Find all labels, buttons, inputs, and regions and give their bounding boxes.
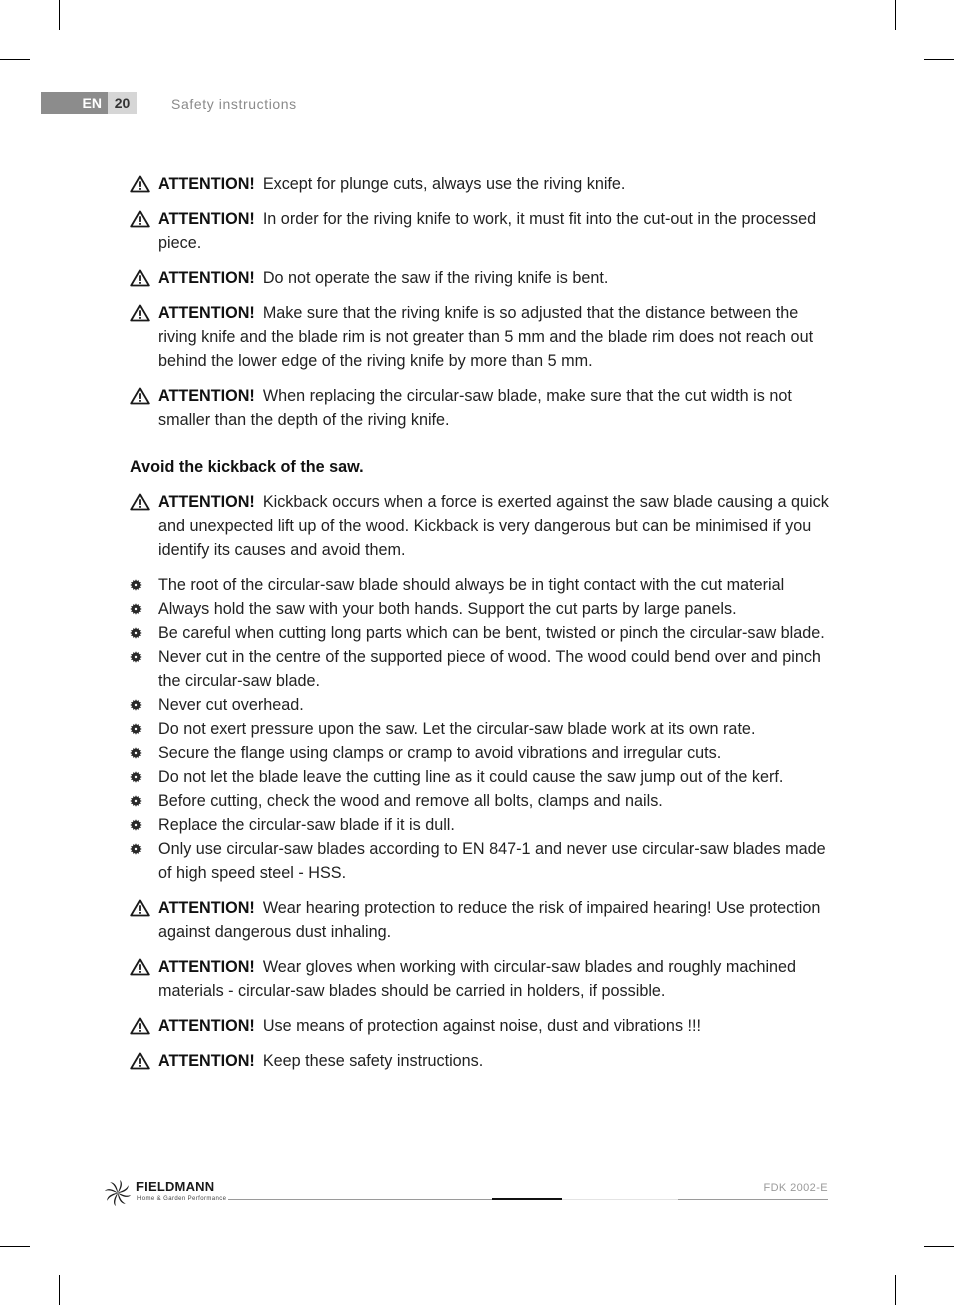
attention-item <box>130 266 830 290</box>
sawblade-bullet-icon <box>130 843 142 855</box>
attention-text: Except for plunge cuts, always use the riving knife. <box>262 175 626 193</box>
list-item-text: Secure the flange using clamps or cramp to avoid vibrations and irregular cuts. <box>158 744 722 762</box>
attention-label: ATTENTION! <box>158 210 255 228</box>
warning-triangle-icon <box>130 304 150 322</box>
attention-item <box>130 1049 830 1073</box>
attention-item <box>130 384 830 432</box>
attention-text: Kickback occurs when a force is exerted against the saw blade causing a quick and unexpected lift up of the wood. Kickback is very dangerous but can be minimised if you identify its causes and avoid them. <box>158 493 829 559</box>
list-item-text: Always hold the saw with your both hands. Support the cut parts by large panels. <box>158 600 737 618</box>
attention-label: ATTENTION! <box>158 1017 255 1035</box>
attention-text: Wear gloves when working with circular-saw blades and roughly machined materials - circular-saw blades should be carried in holders, if possible. <box>158 958 797 1000</box>
warning-triangle-icon <box>130 493 150 511</box>
attention-item <box>130 955 830 1003</box>
attention-item <box>130 207 830 255</box>
sawblade-bullet-icon <box>130 819 142 831</box>
brand-tagline: Home & Garden Performance <box>137 1196 227 1202</box>
attention-text: In order for the riving knife to work, it must fit into the cut-out in the processed piece. <box>158 210 817 252</box>
list-item <box>130 837 830 885</box>
warning-triangle-icon <box>130 899 150 917</box>
attention-label: ATTENTION! <box>158 175 255 193</box>
sawblade-bullet-icon <box>130 771 142 783</box>
warning-triangle-icon <box>130 210 150 228</box>
page-number: 20 <box>108 92 137 114</box>
attention-item <box>130 172 830 196</box>
attention-item <box>130 301 830 373</box>
crop-mark <box>0 1246 30 1247</box>
list-item <box>130 693 830 717</box>
list-item-text: The root of the circular-saw blade should always be in tight contact with the cut material <box>158 576 785 594</box>
attention-label: ATTENTION! <box>158 493 255 511</box>
attention-item <box>130 490 830 562</box>
sawblade-bullet-icon <box>130 699 142 711</box>
list-item <box>130 717 830 741</box>
list-item <box>130 789 830 813</box>
sawblade-bullet-icon <box>130 795 142 807</box>
attention-item <box>130 1014 830 1038</box>
sawblade-bullet-icon <box>130 723 142 735</box>
list-item <box>130 741 830 765</box>
warning-triangle-icon <box>130 387 150 405</box>
crop-mark <box>0 59 30 60</box>
footer-rule-accent <box>492 1198 562 1200</box>
crop-mark <box>924 1246 954 1247</box>
list-item-text: Do not let the blade leave the cutting line as it could cause the saw jump out of the kerf. <box>158 768 784 786</box>
warning-triangle-icon <box>130 1052 150 1070</box>
list-item <box>130 573 830 597</box>
crop-mark <box>59 1275 60 1305</box>
attention-label: ATTENTION! <box>158 304 255 322</box>
list-item <box>130 597 830 621</box>
list-item <box>130 621 830 645</box>
list-item-text: Before cutting, check the wood and remove all bolts, clamps and nails. <box>158 792 663 810</box>
sawblade-bullet-icon <box>130 579 142 591</box>
footer-rule-light <box>562 1199 678 1200</box>
attention-item <box>130 896 830 944</box>
warning-triangle-icon <box>130 1017 150 1035</box>
kickback-heading: Avoid the kickback of the saw. <box>130 458 364 476</box>
attention-text: Wear hearing protection to reduce the risk of impaired hearing! Use protection against dangerous dust inhaling. <box>158 899 821 941</box>
attention-text: Keep these safety instructions. <box>262 1052 484 1070</box>
list-item <box>130 645 830 693</box>
attention-text: Do not operate the saw if the riving knife is bent. <box>262 269 609 287</box>
crop-mark <box>895 0 896 30</box>
attention-label: ATTENTION! <box>158 899 255 917</box>
crop-mark <box>59 0 60 30</box>
list-item <box>130 765 830 789</box>
attention-text: Make sure that the riving knife is so adjusted that the distance between the riving knife and the blade rim is not greater than 5 mm and the blade rim does not reach out behind the lower edge of the riving knife by more than 5 mm. <box>158 304 814 370</box>
list-item-text: Do not exert pressure upon the saw. Let the circular-saw blade work at its own rate. <box>158 720 756 738</box>
section-title: Safety instructions <box>171 96 297 112</box>
warning-triangle-icon <box>130 175 150 193</box>
sawblade-bullet-icon <box>130 627 142 639</box>
list-item-text: Never cut in the centre of the supported piece of wood. The wood could bend over and pinch the circular-saw blade. <box>158 648 821 690</box>
warning-triangle-icon <box>130 958 150 976</box>
sawblade-bullet-icon <box>130 603 142 615</box>
sawblade-bullet-icon <box>130 651 142 663</box>
attention-label: ATTENTION! <box>158 269 255 287</box>
brand-name: FIELDMANN <box>136 1179 215 1194</box>
attention-text: Use means of protection against noise, dust and vibrations !!! <box>262 1017 702 1035</box>
attention-label: ATTENTION! <box>158 1052 255 1070</box>
list-item-text: Only use circular-saw blades according to EN 847-1 and never use circular-saw blades made of high speed steel - HSS. <box>158 840 826 882</box>
model-number: FDK 2002-E <box>763 1182 828 1194</box>
attention-block-protection <box>130 896 830 1073</box>
crop-mark <box>924 59 954 60</box>
list-item-text: Replace the circular-saw blade if it is dull. <box>158 816 455 834</box>
list-item <box>130 813 830 837</box>
list-item-text: Never cut overhead. <box>158 696 304 714</box>
kickback-bullet-list <box>130 573 830 885</box>
attention-label: ATTENTION! <box>158 958 255 976</box>
attention-text: When replacing the circular-saw blade, make sure that the cut width is not smaller than the depth of the riving knife. <box>158 387 792 429</box>
language-tab: EN <box>41 92 108 114</box>
attention-label: ATTENTION! <box>158 387 255 405</box>
sawblade-bullet-icon <box>130 747 142 759</box>
list-item-text: Be careful when cutting long parts which can be bent, twisted or pinch the circular-saw blade. <box>158 624 825 642</box>
main-content <box>130 172 830 1084</box>
warning-triangle-icon <box>130 269 150 287</box>
crop-mark <box>895 1275 896 1305</box>
attention-block-riving-knife <box>130 172 830 432</box>
